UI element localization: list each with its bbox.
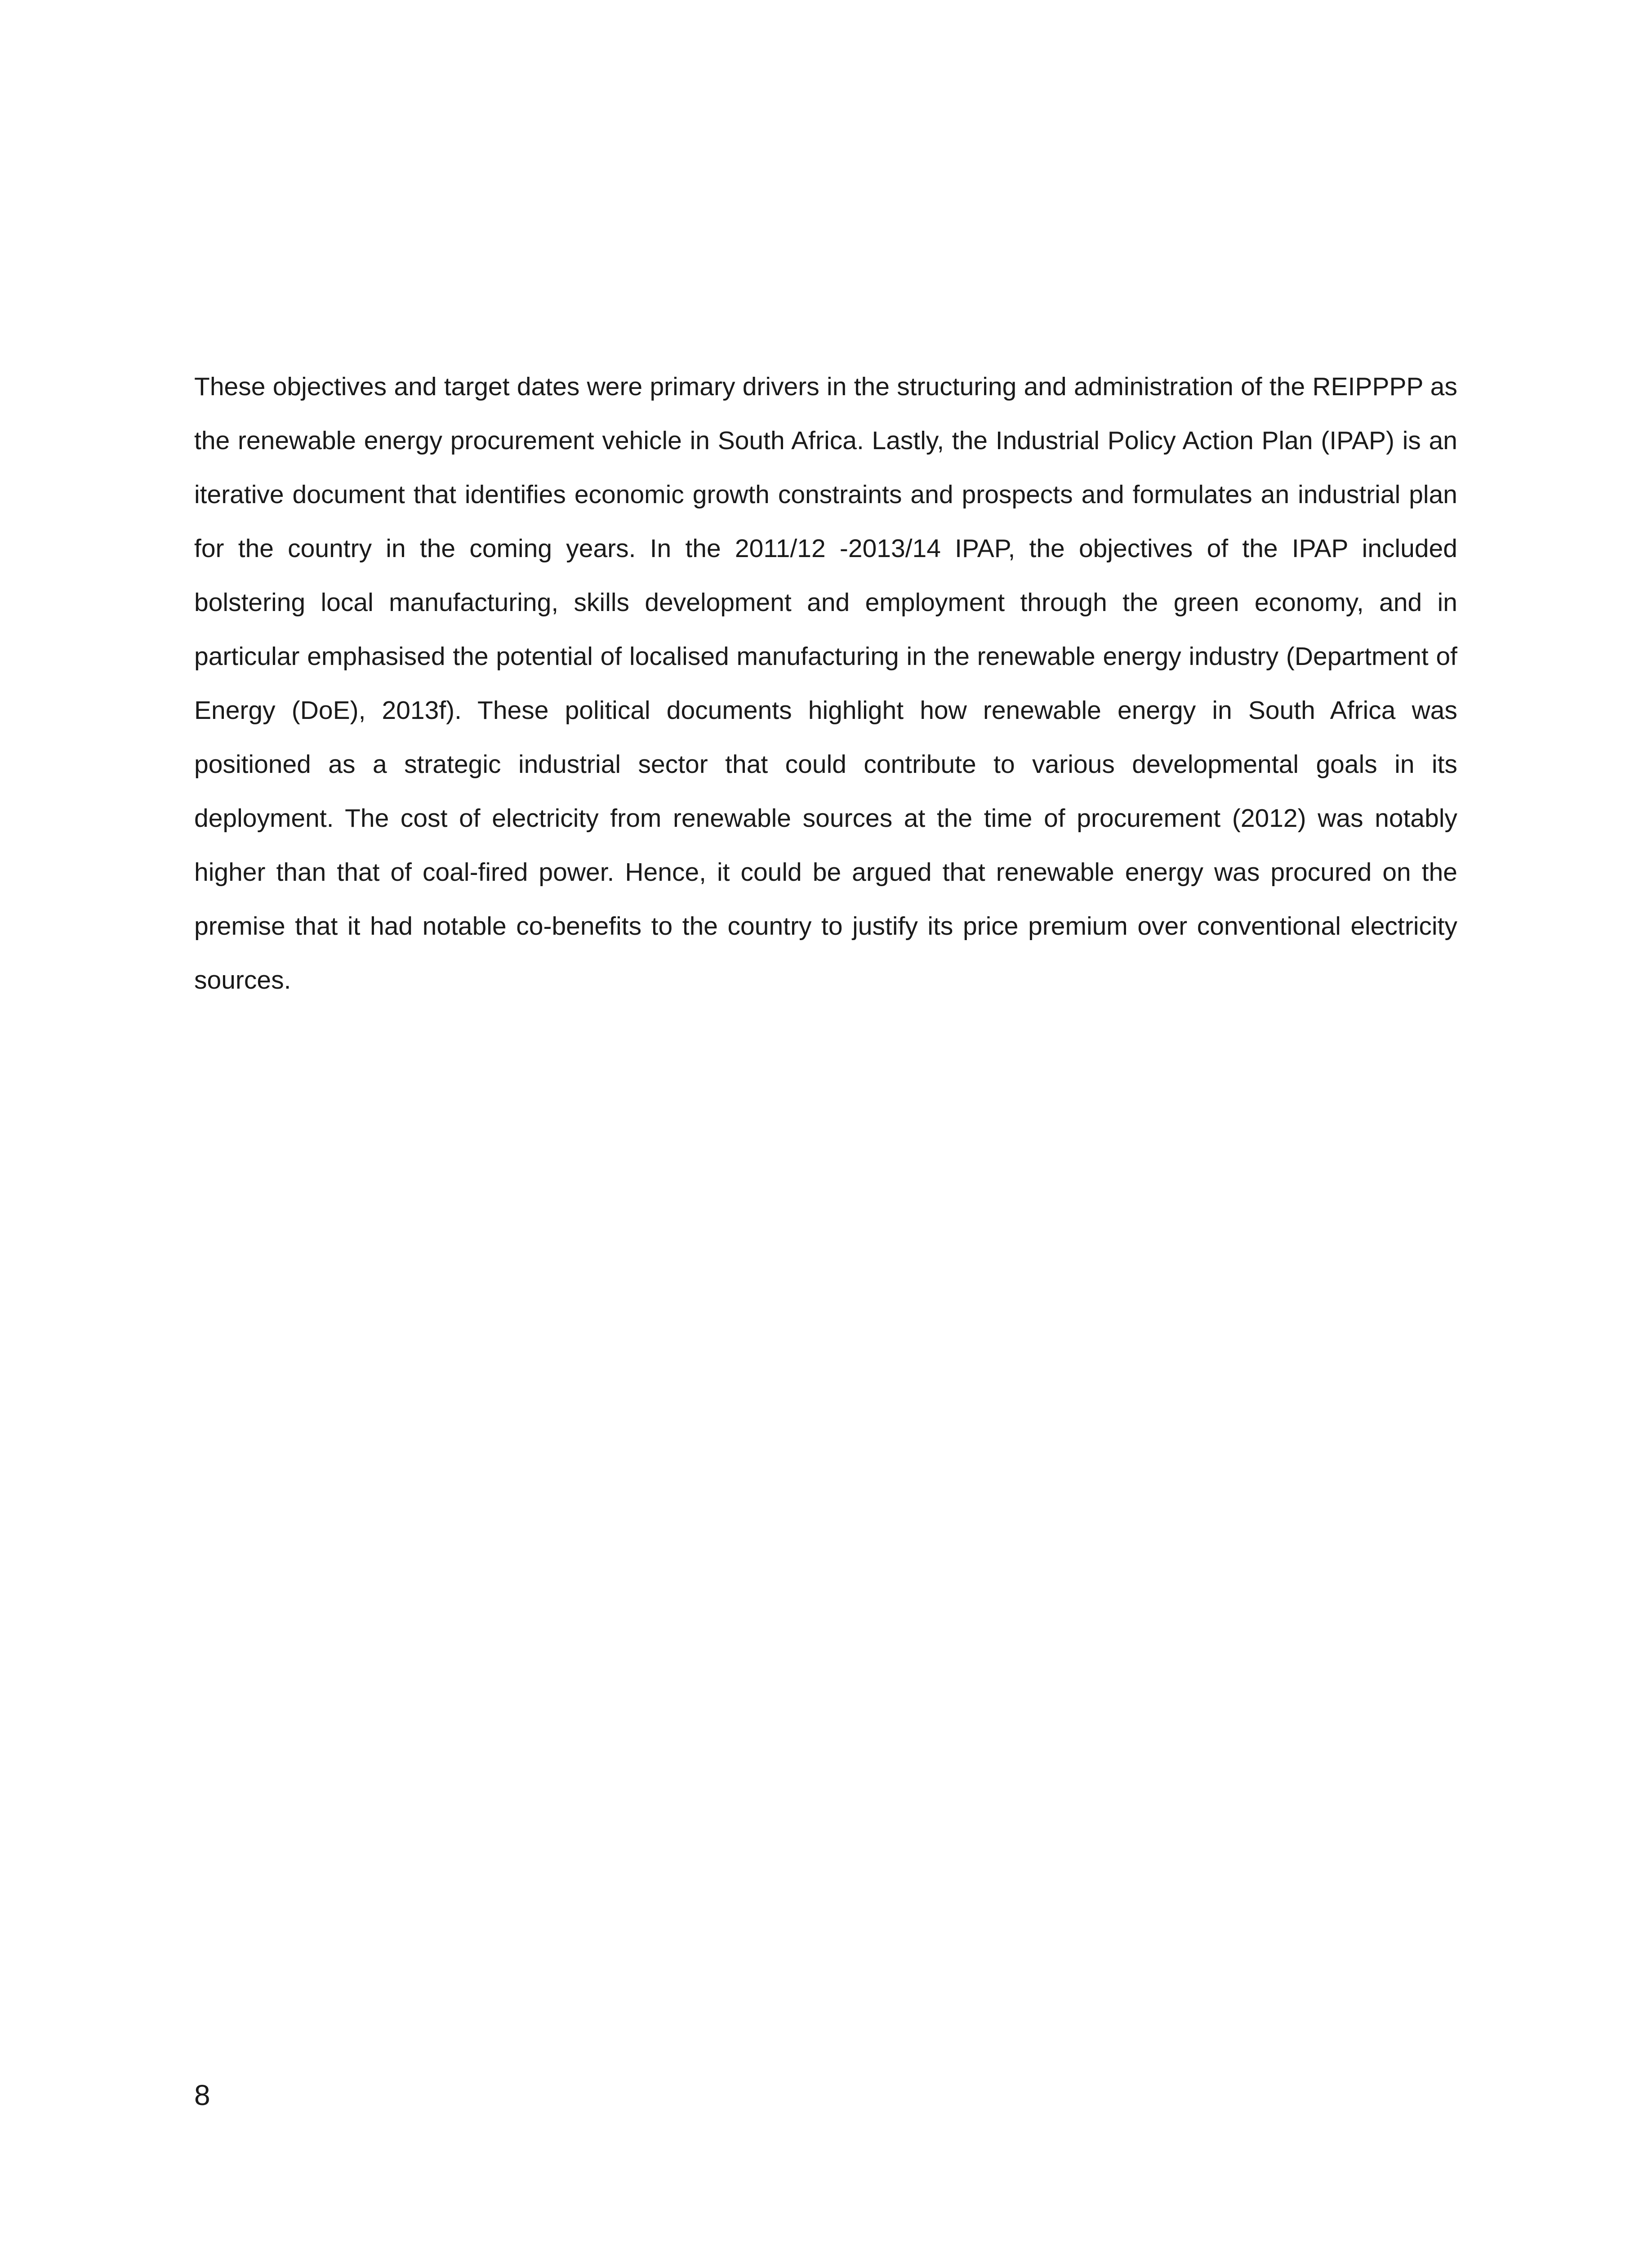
body-paragraph: These objectives and target dates were primary drivers in the structuring and administration of the REIPPPP as the renewable energy procurement vehicle in South Africa. Lastly, the Industrial Policy Action Plan (IPAP) is an iterative document that identifies economic growth constraints and prospects and formulates an industrial plan for the country in the coming years. In the 2011/12 -2013/14 IPAP, the objectives of the IPAP included bolstering local manufacturing, skills development and employment through the green economy, and in particular emphasised the potential of localised manufacturing in the renewable energy industry (Department of Energy (DoE), 2013f). These political documents highlight how renewable energy in South Africa was positioned as a strategic industrial sector that could contribute to various developmental goals in its deployment. The cost of electricity from renewable sources at the time of procurement (2012) was notably higher than that of coal-fired power. Hence, it could be argued that renewable energy was procured on the premise that it had notable co-benefits to the country to justify its price premium over conventional electricity sources. <box>194 372 1457 995</box>
page-number: 8 <box>194 2079 210 2111</box>
